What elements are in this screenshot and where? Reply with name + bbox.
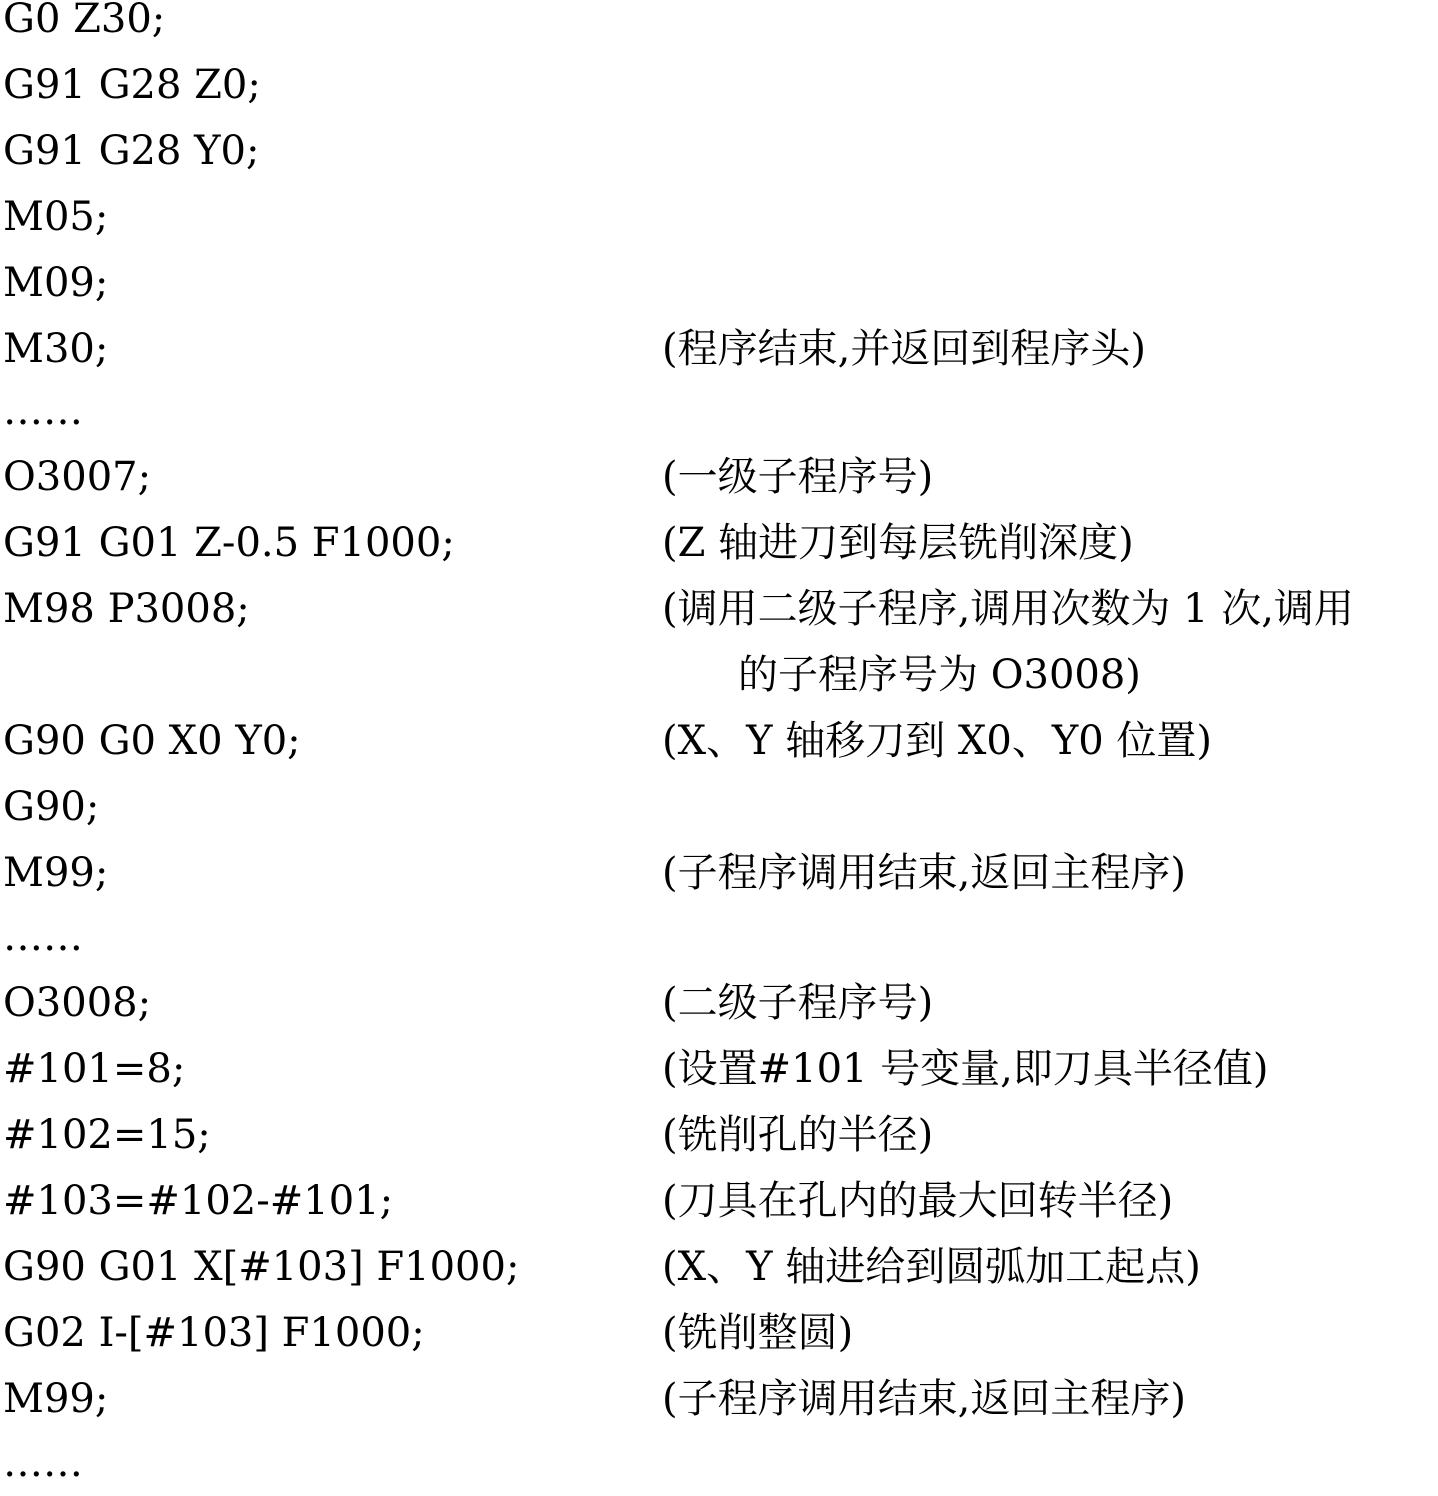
program-code: #102=15; [3, 1112, 211, 1158]
program-code: O3008; [3, 980, 152, 1026]
program-comment-continuation: 的子程序号为 O3008) [738, 652, 1141, 698]
program-line [0, 642, 1438, 708]
program-line [0, 774, 1438, 840]
program-line [0, 316, 1438, 382]
program-comment: (铣削整圆) [662, 1310, 854, 1356]
program-code: M30; [3, 326, 109, 372]
program-code: M09; [3, 260, 109, 306]
program-code: M05; [3, 194, 109, 240]
program-line [0, 0, 1438, 52]
program-code: #101=8; [3, 1046, 186, 1092]
program-code: G91 G28 Z0; [3, 62, 261, 108]
program-code: M99; [3, 850, 109, 896]
program-line [0, 970, 1438, 1036]
program-comment: (子程序调用结束,返回主程序) [662, 1376, 1186, 1422]
program-line [0, 904, 1438, 970]
program-code: G91 G28 Y0; [3, 128, 260, 174]
program-code: G0 Z30; [3, 0, 166, 42]
program-line [0, 184, 1438, 250]
program-comment: (子程序调用结束,返回主程序) [662, 850, 1186, 896]
program-comment: (X、Y 轴进给到圆弧加工起点) [662, 1244, 1201, 1290]
program-line [0, 1036, 1438, 1102]
program-code: G90; [3, 784, 100, 830]
program-line [0, 840, 1438, 906]
program-line [0, 510, 1438, 576]
program-comment: (设置#101 号变量,即刀具半径值) [662, 1046, 1269, 1092]
program-code: G90 G01 X[#103] F1000; [3, 1244, 520, 1290]
program-comment: (程序结束,并返回到程序头) [662, 326, 1146, 372]
program-code: M99; [3, 1376, 109, 1422]
ellipsis-text: …… [3, 914, 83, 960]
ellipsis-text: …… [3, 388, 83, 434]
program-comment: (一级子程序号) [662, 454, 934, 500]
program-line [0, 1300, 1438, 1366]
program-line [0, 1234, 1438, 1300]
program-line [0, 1168, 1438, 1234]
program-comment: (铣削孔的半径) [662, 1112, 934, 1158]
program-code: G90 G0 X0 Y0; [3, 718, 301, 764]
program-comment: (二级子程序号) [662, 980, 934, 1026]
program-line [0, 1102, 1438, 1168]
program-code: O3007; [3, 454, 152, 500]
program-line [0, 576, 1438, 642]
ellipsis-text: …… [3, 1440, 83, 1486]
program-comment: (调用二级子程序,调用次数为 1 次,调用 [662, 586, 1354, 632]
program-code: #103=#102-#101; [3, 1178, 394, 1224]
program-comment: (刀具在孔内的最大回转半径) [662, 1178, 1174, 1224]
program-code: G91 G01 Z-0.5 F1000; [3, 520, 455, 566]
program-line [0, 1366, 1438, 1432]
program-code: M98 P3008; [3, 586, 250, 632]
program-line [0, 250, 1438, 316]
program-comment: (Z 轴进刀到每层铣削深度) [662, 520, 1134, 566]
program-line [0, 708, 1438, 774]
program-comment: (X、Y 轴移刀到 X0、Y0 位置) [662, 718, 1213, 764]
program-code: G02 I-[#103] F1000; [3, 1310, 425, 1356]
program-line [0, 52, 1438, 118]
program-line [0, 444, 1438, 510]
program-line [0, 1430, 1438, 1496]
program-line [0, 378, 1438, 444]
program-line [0, 118, 1438, 184]
